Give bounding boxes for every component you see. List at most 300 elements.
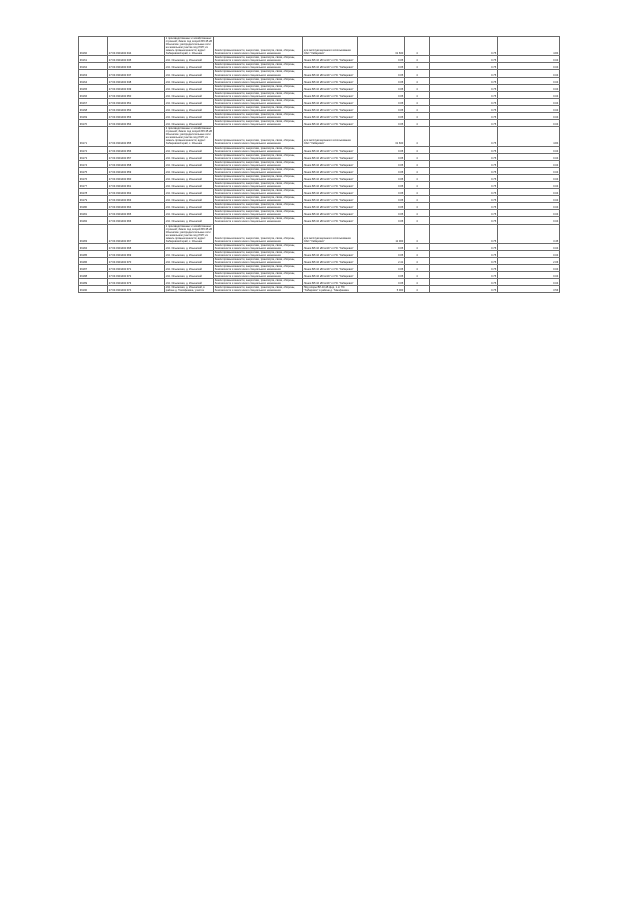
amount-cell: 0.04 [498, 272, 560, 279]
rate-cell: 0.75 [430, 77, 498, 84]
table-row [79, 153, 560, 160]
area-cell: 5 000 [358, 286, 405, 293]
area-cell: 0.05 [358, 243, 405, 250]
permitted-use-cell: Линия ВЛ-10 кВ №107 от ПС "Хабаровск" [303, 91, 358, 98]
permitted-use-cell: для эксплуатационного использования ОАО "Хабаровск" [303, 127, 358, 146]
cadastral-number-cell: 27:04:0301402:946 [108, 63, 165, 70]
table-row [79, 243, 560, 250]
area-cell: 0.05 [358, 265, 405, 272]
area-cell: 0.05 [358, 105, 405, 112]
coefficient-cell: 4 [405, 77, 430, 84]
address-cell: обл. Ильинская, д. Ильинский [165, 196, 214, 203]
area-cell: 0.05 [358, 272, 405, 279]
area-cell: 0.05 [358, 63, 405, 70]
cadastral-number-cell: 27:04:0301402:964 [108, 203, 165, 210]
permitted-use-cell: Линия ВЛ-10 кВ №107 от ПС "Хабаровск" [303, 203, 358, 210]
cadastral-number-cell: 27:04:0301402:967 [108, 224, 165, 243]
address-cell: обл. Ильинская, д. Ильинский [165, 105, 214, 112]
area-cell: 2.41 [358, 258, 405, 265]
row-number-cell: 36180 [79, 203, 108, 210]
row-number-cell: 36179 [79, 196, 108, 203]
land-category-cell: Земли промышленности, энергетики, транспорта, связи, обороны, безопасности и земли иного специального назначения [214, 224, 303, 243]
area-cell: 0.05 [358, 279, 405, 286]
row-number-cell: 36166 [79, 91, 108, 98]
permitted-use-cell: Линия ВЛ-10 кВ №107 от ПС "Хабаровск" [303, 160, 358, 167]
address-cell: обл. Ильинская, д. Ильинский [165, 77, 214, 84]
cadastral-number-cell: 27:04:0301402:957 [108, 153, 165, 160]
amount-cell: 3.45 [498, 224, 560, 243]
permitted-use-cell: Линия ВЛ-10 кВ №107 от ПС "Хабаровск" [303, 210, 358, 217]
cadastral-number-cell: 27:04:0301402:972 [108, 272, 165, 279]
permitted-use-cell: Линия ВЛ-10 кВ №107 от ПС "Хабаровск" [303, 77, 358, 84]
land-category-cell: Земли промышленности, энергетики, транспорта, связи, обороны, безопасности и земли иного специального назначения [214, 265, 303, 272]
row-number-cell: 36173 [79, 153, 108, 160]
row-number-cell: 36172 [79, 146, 108, 153]
amount-cell: 0.04 [498, 84, 560, 91]
permitted-use-cell: Линия ВЛ-10 кВ №107 от ПС "Хабаровск" [303, 181, 358, 188]
area-cell: 0.05 [358, 203, 405, 210]
address-cell: обл. Ильинская, д. Ильинский [165, 258, 214, 265]
table-row [79, 98, 560, 105]
rate-cell: 0.75 [430, 272, 498, 279]
land-category-cell: Земли промышленности, энергетики, транспорта, связи, обороны, безопасности и земли иного специального назначения [214, 146, 303, 153]
area-cell: 0.05 [358, 217, 405, 224]
address-cell: обл. Ильинская, д. Ильинский [165, 160, 214, 167]
cadastral-number-cell: 27:04:0301402:965 [108, 210, 165, 217]
amount-cell: 0.04 [498, 113, 560, 120]
table-row [79, 174, 560, 181]
permitted-use-cell: Линия ВЛ-10 кВ №107 от ПС "Хабаровск" [303, 105, 358, 112]
row-number-cell: 36165 [79, 84, 108, 91]
rate-cell: 0.75 [430, 37, 498, 56]
coefficient-cell: 4 [405, 127, 430, 146]
land-category-cell: Земли промышленности, энергетики, транспорта, связи, обороны, безопасности и земли иного специального назначения [214, 84, 303, 91]
table-row [79, 189, 560, 196]
coefficient-cell: 4 [405, 265, 430, 272]
amount-cell: 0.04 [498, 56, 560, 63]
amount-cell: 0.04 [498, 174, 560, 181]
address-cell: обл. Ильинская, д. Ильинский [165, 189, 214, 196]
address-cell: 1 производственных и хозяйственных строений; Земли под опорой ВЛ-35 кВ Ильинское; распределительные сети на земельном участке под ЛЭП; из земель промышленности; адрес: Хабаровский край, с. Ильинка [165, 37, 212, 56]
rate-cell: 0.75 [430, 224, 498, 243]
coefficient-cell: 4 [405, 210, 430, 217]
table-row [79, 196, 560, 203]
coefficient-cell: 4 [405, 160, 430, 167]
rate-cell: 0.75 [430, 217, 498, 224]
permitted-use-cell: Линия ВЛ-10 кВ №107 от ПС "Хабаровск" [303, 217, 358, 224]
amount-cell: 4.84 [498, 127, 560, 146]
coefficient-cell: 4 [405, 105, 430, 112]
cadastral-number-cell: 27:04:0301402:954 [108, 120, 165, 127]
cadastral-number-cell: 27:04:0301402:969 [108, 250, 165, 257]
table-row [79, 203, 560, 210]
table-row [79, 272, 560, 279]
permitted-use-cell: Линия ВЛ-10 кВ №107 от ПС "Хабаровск" [303, 258, 358, 265]
rate-cell: 0.75 [430, 98, 498, 105]
row-number-cell: 36170 [79, 120, 108, 127]
rate-cell: 0.75 [430, 84, 498, 91]
rate-cell: 0.75 [430, 181, 498, 188]
table-row [79, 258, 560, 265]
cadastral-number-cell: 27:04:0301402:971 [108, 265, 165, 272]
cadastral-number-cell: 27:04:0301402:955 [108, 127, 165, 146]
cadastral-number-cell: 27:04:0301402:952 [108, 105, 165, 112]
amount-cell: 0.04 [498, 77, 560, 84]
rate-cell: 0.75 [430, 174, 498, 181]
rate-cell: 0.75 [430, 250, 498, 257]
coefficient-cell: 4 [405, 153, 430, 160]
table-row [79, 224, 560, 243]
area-cell: 0.05 [358, 56, 405, 63]
table-row [79, 250, 560, 257]
table-row [79, 77, 560, 84]
coefficient-cell: 4 [405, 279, 430, 286]
coefficient-cell: 4 [405, 91, 430, 98]
address-cell: 1 производственных и хозяйственных строений; Земли под опорой ВЛ-35 кВ Ильинское; распределительные сети на земельном участке под ЛЭП; из земель промышленности; адрес: Хабаровский край, с. Ильинка [165, 224, 212, 243]
permitted-use-cell: Линия ВЛ-10 кВ №107 от ПС "Хабаровск" [303, 63, 358, 70]
rate-cell: 0.75 [430, 203, 498, 210]
table-row [79, 120, 560, 127]
cadastral-number-cell: 27:04:0301402:945 [108, 56, 165, 63]
cadastral-number-cell: 27:04:0301402:951 [108, 98, 165, 105]
coefficient-cell: 4 [405, 258, 430, 265]
amount-cell: 0.04 [498, 217, 560, 224]
row-number-cell: 36175 [79, 167, 108, 174]
address-cell: обл. Ильинская, д. Ильинский [165, 272, 214, 279]
coefficient-cell: 4 [405, 243, 430, 250]
amount-cell: 0.04 [498, 63, 560, 70]
amount-cell: 0.04 [498, 250, 560, 257]
row-number-cell: 36168 [79, 105, 108, 112]
permitted-use-cell: для эксплуатационного использования ОАО "Хабаровск" [303, 37, 358, 56]
area-cell: 0.05 [358, 153, 405, 160]
address-cell: обл. Ильинская, д. Ильинский [165, 120, 214, 127]
table-row [79, 113, 560, 120]
address-cell: обл. Ильинская, д. Ильинский [165, 203, 214, 210]
row-number-cell: 36171 [79, 127, 108, 146]
cadastral-number-cell: 27:04:0301402:966 [108, 217, 165, 224]
table-row [79, 146, 560, 153]
area-cell: 0.05 [358, 84, 405, 91]
amount-cell: 0.04 [498, 160, 560, 167]
address-cell: обл. Ильинская, д. Ильинский [165, 113, 214, 120]
land-category-cell: Земли промышленности, энергетики, транспорта, связи, обороны, безопасности и земли иного специального назначения [214, 167, 303, 174]
table-row [79, 160, 560, 167]
permitted-use-cell: Линия ВЛ-10 кВ №107 от ПС "Хабаровск" [303, 196, 358, 203]
land-category-cell: Земли промышленности, энергетики, транспорта, связи, обороны, безопасности и земли иного специального назначения [214, 258, 303, 265]
rate-cell: 0.75 [430, 258, 498, 265]
address-cell: обл. Ильинская, д. Ильинский [165, 70, 214, 77]
row-number-cell: 36163 [79, 70, 108, 77]
area-cell: 0.05 [358, 181, 405, 188]
area-cell: 0.05 [358, 98, 405, 105]
amount-cell: 0.04 [498, 105, 560, 112]
area-cell: 0.05 [358, 189, 405, 196]
area-cell: 0.05 [358, 196, 405, 203]
land-category-cell: Земли промышленности, энергетики, транспорта, связи, обороны, безопасности и земли иного специального назначения [214, 203, 303, 210]
land-category-cell: Земли промышленности, энергетики, транспорта, связи, обороны, безопасности и земли иного специального назначения [214, 120, 303, 127]
rate-cell: 0.75 [430, 265, 498, 272]
address-cell: обл. Ильинская, д. Ильинский [165, 217, 214, 224]
amount-cell: 0.04 [498, 153, 560, 160]
address-cell: обл. Ильинская, д. Ильинский [165, 265, 214, 272]
cadastral-number-cell: 27:04:0301402:948 [108, 77, 165, 84]
area-cell: 31 600 [358, 37, 405, 56]
cadastral-number-cell: 27:04:0301402:962 [108, 189, 165, 196]
rate-cell: 0.75 [430, 127, 498, 146]
land-category-cell: Земли промышленности, энергетики, транспорта, связи, обороны, безопасности и земли иного специального назначения [214, 153, 303, 160]
permitted-use-cell: Линия ВЛ-10 кВ №107 от ПС "Хабаровск" [303, 265, 358, 272]
row-number-cell: 36176 [79, 174, 108, 181]
area-cell: 0.05 [358, 113, 405, 120]
land-category-cell: Земли промышленности, энергетики, транспорта, связи, обороны, безопасности и земли иного специального назначения [214, 70, 303, 77]
permitted-use-cell: Линия ВЛ-10 кВ №107 от ПС "Хабаровск" [303, 272, 358, 279]
amount-cell: 2.06 [498, 258, 560, 265]
coefficient-cell: 4 [405, 84, 430, 91]
amount-cell: 0.04 [498, 189, 560, 196]
coefficient-cell: 4 [405, 189, 430, 196]
coefficient-cell: 4 [405, 196, 430, 203]
land-category-cell: Земли промышленности, энергетики, транспорта, связи, обороны, безопасности и земли иного специального назначения [214, 189, 303, 196]
row-number-cell: 36169 [79, 113, 108, 120]
rate-cell: 0.75 [430, 160, 498, 167]
permitted-use-cell: Линия ВЛ-10 кВ №107 от ПС "Хабаровск" [303, 98, 358, 105]
coefficient-cell: 4 [405, 63, 430, 70]
permitted-use-cell: Линия ВЛ-10 кВ №107 от ПС "Хабаровск" [303, 153, 358, 160]
coefficient-cell: 4 [405, 146, 430, 153]
permitted-use-cell: Линия ВЛ-10 кВ №107 от ПС "Хабаровск" [303, 189, 358, 196]
rate-cell: 0.75 [430, 210, 498, 217]
area-cell: 0.05 [358, 70, 405, 77]
cadastral-number-cell: 27:04:0301402:953 [108, 113, 165, 120]
land-category-cell: Земли промышленности, энергетики, транспорта, связи, обороны, безопасности и земли иного специального назначения [214, 210, 303, 217]
rate-cell: 0.75 [430, 243, 498, 250]
land-category-cell: Земли промышленности, энергетики, транспорта, связи, обороны, безопасности и земли иного специального назначения [214, 113, 303, 120]
address-cell: обл. Ильинская, д. Ильинский [165, 243, 214, 250]
amount-cell: 0.04 [498, 196, 560, 203]
land-category-cell: Земли промышленности, энергетики, транспорта, связи, обороны, безопасности и земли иного специального назначения [214, 91, 303, 98]
cadastral-number-cell: 27:04:0301402:974 [108, 286, 165, 293]
permitted-use-cell: Линия ВЛ-10 кВ №107 от ПС "Хабаровск" [303, 250, 358, 257]
table-row [79, 210, 560, 217]
coefficient-cell: 4 [405, 98, 430, 105]
table-row [79, 37, 560, 56]
coefficient-cell: 4 [405, 286, 430, 293]
row-number-cell: 36188 [79, 272, 108, 279]
area-cell: 0.05 [358, 146, 405, 153]
land-category-cell: Земли промышленности, энергетики, транспорта, связи, обороны, безопасности и земли иного специального назначения [214, 272, 303, 279]
table-body [79, 37, 560, 293]
coefficient-cell: 4 [405, 250, 430, 257]
coefficient-cell: 4 [405, 203, 430, 210]
row-number-cell: 36189 [79, 279, 108, 286]
table-row [79, 167, 560, 174]
area-cell: 0.05 [358, 91, 405, 98]
rate-cell: 0.75 [430, 70, 498, 77]
table-row [79, 217, 560, 224]
rate-cell: 0.75 [430, 105, 498, 112]
area-cell: 0.05 [358, 160, 405, 167]
address-cell: обл. Ильинская, д. Ильинский [165, 84, 214, 91]
rate-cell: 0.75 [430, 91, 498, 98]
permitted-use-cell: Линия ВЛ-10 кВ №107 от ПС "Хабаровск" [303, 243, 358, 250]
coefficient-cell: 4 [405, 224, 430, 243]
permitted-use-cell: для эксплуатационного использования ОАО "Хабаровск" [303, 224, 358, 243]
land-category-cell: Земли промышленности, энергетики, транспорта, связи, обороны, безопасности и земли иного специального назначения [214, 98, 303, 105]
amount-cell: 0.04 [498, 210, 560, 217]
row-number-cell: 36164 [79, 77, 108, 84]
land-category-cell: Земли промышленности, энергетики, транспорта, связи, обороны, безопасности и земли иного специального назначения [214, 286, 303, 293]
cadastral-number-cell: 27:04:0301402:960 [108, 174, 165, 181]
area-cell: 31 600 [358, 127, 405, 146]
land-category-cell: Земли промышленности, энергетики, транспорта, связи, обороны, безопасности и земли иного специального назначения [214, 196, 303, 203]
address-cell: 1 производственных и хозяйственных строений; Земли под опорой ВЛ-35 кВ Ильинское; распределительные сети на земельном участке под ЛЭП; из земель промышленности; адрес: Хабаровский край, с. Ильинка [165, 127, 212, 146]
amount-cell: 0.04 [498, 146, 560, 153]
amount-cell: 0.04 [498, 120, 560, 127]
address-cell: обл. Ильинская, д. Ильинский [165, 63, 214, 70]
permitted-use-cell: Линия ВЛ-10 кВ №107 от ПС "Хабаровск" [303, 113, 358, 120]
coefficient-cell: 4 [405, 120, 430, 127]
area-cell: 0.05 [358, 250, 405, 257]
permitted-use-cell: Линия ВЛ-10 кВ №107 от ПС "Хабаровск" [303, 146, 358, 153]
land-category-cell: Земли промышленности, энергетики, транспорта, связи, обороны, безопасности и земли иного специального назначения [214, 56, 303, 63]
land-category-cell: Земли промышленности, энергетики, транспорта, связи, обороны, безопасности и земли иного специального назначения [214, 181, 303, 188]
row-number-cell: 36187 [79, 265, 108, 272]
cadastral-number-cell: 27:04:0301402:968 [108, 243, 165, 250]
cadastral-number-cell: 27:04:0301402:970 [108, 258, 165, 265]
rate-cell: 0.75 [430, 279, 498, 286]
amount-cell: 0.04 [498, 181, 560, 188]
row-number-cell: 36190 [79, 286, 108, 293]
amount-cell: 3.56 [498, 286, 560, 293]
cadastral-number-cell: 27:04:0301402:949 [108, 84, 165, 91]
row-number-cell: 36160 [79, 37, 108, 56]
table-row [79, 91, 560, 98]
table-row [79, 84, 560, 91]
coefficient-cell: 4 [405, 217, 430, 224]
coefficient-cell: 4 [405, 70, 430, 77]
cadastral-number-cell: 27:04:0301402:959 [108, 167, 165, 174]
coefficient-cell: 4 [405, 37, 430, 56]
area-cell: 0.05 [358, 167, 405, 174]
cadastral-number-cell: 27:04:0301402:956 [108, 146, 165, 153]
area-cell: 0.05 [358, 120, 405, 127]
cadastral-number-cell: 27:04:0301402:947 [108, 70, 165, 77]
land-category-cell: Земли промышленности, энергетики, транспорта, связи, обороны, безопасности и земли иного специального назначения [214, 243, 303, 250]
table-row [79, 265, 560, 272]
amount-cell: 4.84 [498, 37, 560, 56]
row-number-cell: 36181 [79, 210, 108, 217]
row-number-cell: 36185 [79, 250, 108, 257]
row-number-cell: 36178 [79, 189, 108, 196]
row-number-cell: 36182 [79, 217, 108, 224]
amount-cell: 0.04 [498, 167, 560, 174]
amount-cell: 0.04 [498, 265, 560, 272]
amount-cell: 0.04 [498, 98, 560, 105]
cadastral-number-cell: 27:04:0301402:958 [108, 160, 165, 167]
table-row [79, 56, 560, 63]
address-cell: обл. Ильинская, д. Ильинский [165, 153, 214, 160]
cadastral-number-cell: 27:04:0301402:963 [108, 196, 165, 203]
table-row [79, 279, 560, 286]
land-category-cell: Земли промышленности, энергетики, транспорта, связи, обороны, безопасности и земли иного специального назначения [214, 77, 303, 84]
land-category-cell: Земли промышленности, энергетики, транспорта, связи, обороны, безопасности и земли иного специального назначения [214, 174, 303, 181]
area-cell: 0.05 [358, 210, 405, 217]
address-cell: обл. Ильинская, д. Ильинский [165, 181, 214, 188]
permitted-use-cell: Линия ВЛ-10 кВ №107 от ПС "Хабаровск" [303, 56, 358, 63]
row-number-cell: 36184 [79, 243, 108, 250]
amount-cell: 0.04 [498, 70, 560, 77]
permitted-use-cell: Линия ВЛ-10 кВ №107 от ПС "Хабаровск" [303, 279, 358, 286]
amount-cell: 0.04 [498, 203, 560, 210]
coefficient-cell: 4 [405, 272, 430, 279]
address-cell: обл. Ильинская, д. Ильинский [165, 279, 214, 286]
coefficient-cell: 4 [405, 56, 430, 63]
cadastral-number-cell: 27:04:0301402:973 [108, 279, 165, 286]
table-row [79, 127, 560, 146]
coefficient-cell: 4 [405, 181, 430, 188]
table-row [79, 63, 560, 70]
address-cell: обл. Ильинская, д. Ильинский [165, 210, 214, 217]
land-category-cell: Земли промышленности, энергетики, транспорта, связи, обороны, безопасности и земли иного специального назначения [214, 105, 303, 112]
area-cell: 0.05 [358, 77, 405, 84]
row-number-cell: 36177 [79, 181, 108, 188]
land-category-cell: Земли промышленности, энергетики, транспорта, связи, обороны, безопасности и земли иного специального назначения [214, 37, 303, 56]
area-cell: 0.05 [358, 174, 405, 181]
permitted-use-cell: Линия ВЛ-10 кВ №107 от ПС "Хабаровск" [303, 84, 358, 91]
address-cell: обл. Ильинская, д. Ильинский [165, 174, 214, 181]
address-cell: обл. Ильинская, д. Ильинский [165, 146, 214, 153]
area-cell: 11 000 [358, 224, 405, 243]
table-row [79, 181, 560, 188]
permitted-use-cell: Линия ВЛ-10 кВ №107 от ПС "Хабаровск" [303, 167, 358, 174]
address-cell: обл. Ильинская, д. Ильинский, в районе д. Тимофеевка, участок [165, 286, 214, 293]
permitted-use-cell: Линия ВЛ-10 кВ №107 от ПС "Хабаровск" [303, 70, 358, 77]
coefficient-cell: 4 [405, 113, 430, 120]
amount-cell: 0.04 [498, 279, 560, 286]
table-row [79, 105, 560, 112]
coefficient-cell: 4 [405, 174, 430, 181]
rate-cell: 0.75 [430, 167, 498, 174]
coefficient-cell: 4 [405, 167, 430, 174]
permitted-use-cell: Линия ВЛ-10 кВ №107 от ПС "Хабаровск" [303, 174, 358, 181]
address-cell: обл. Ильинская, д. Ильинский [165, 167, 214, 174]
row-number-cell: 36186 [79, 258, 108, 265]
land-category-cell: Земли промышленности, энергетики, транспорта, связи, обороны, безопасности и земли иного специального назначения [214, 279, 303, 286]
row-number-cell: 36162 [79, 63, 108, 70]
table-row [79, 286, 560, 293]
rate-cell: 0.75 [430, 189, 498, 196]
cadastral-number-cell: 27:04:0301402:961 [108, 181, 165, 188]
permitted-use-cell: Линия ВЛ-10 кВ №107 от ПС "Хабаровск" [303, 120, 358, 127]
cadastral-number-cell: 27:04:0301402:944 [108, 37, 165, 56]
rate-cell: 0.75 [430, 56, 498, 63]
permitted-use-cell: Под опоры ВЛ-10 кВ фид. 1 от ПС "Хабаровск" в районе д. Тимофеевка [303, 286, 358, 293]
row-number-cell: 36161 [79, 56, 108, 63]
row-number-cell: 36183 [79, 224, 108, 243]
address-cell: обл. Ильинская, д. Ильинский [165, 98, 214, 105]
row-number-cell: 36167 [79, 98, 108, 105]
rate-cell: 0.75 [430, 120, 498, 127]
land-plots-table [78, 36, 560, 293]
rate-cell: 0.75 [430, 113, 498, 120]
land-category-cell: Земли промышленности, энергетики, транспорта, связи, обороны, безопасности и земли иного специального назначения [214, 217, 303, 224]
table-row [79, 70, 560, 77]
land-category-cell: Земли промышленности, энергетики, транспорта, связи, обороны, безопасности и земли иного специального назначения [214, 160, 303, 167]
amount-cell: 0.04 [498, 243, 560, 250]
rate-cell: 0.75 [430, 146, 498, 153]
rate-cell: 0.75 [430, 286, 498, 293]
